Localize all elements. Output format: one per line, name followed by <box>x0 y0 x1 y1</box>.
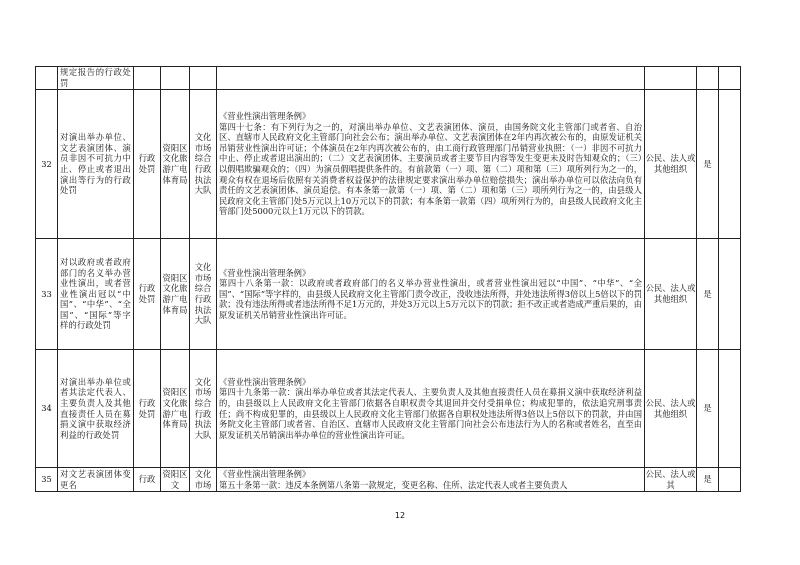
law-title: 《营业性演出管理条例》 <box>219 267 311 278</box>
basis-text: 第四十八条第一款：以政府或者政府部门的名义举办营业性演出，或者营业性演出冠以“中国”、“中华”、“全国”、“国际”等字样的，由县级人民政府文化主管部门责令改正，没收违法所得，并处违法所得3倍以上5倍以下的罚款；没有违法所得或者违法所得不足1万元的，并处3万元以上5万元以下的罚款；拒不改正或者造成严重后果的，由原发证机关吊销营业性演出许可证。 <box>219 278 642 320</box>
cell-type: 行政处罚 <box>134 239 161 350</box>
cell-flag: 是 <box>697 239 719 350</box>
cell-exec: 文化市场综合行政执法大队 <box>190 239 217 350</box>
basis-text: 第五十条第一款：违反本条例第八条第一款规定，变更名称、住所、法定代表人或者主要负责人 <box>219 479 568 490</box>
cell-flag: 是 <box>697 90 719 239</box>
cell-type: 行政处罚 <box>134 90 161 239</box>
cell-type: 行政处罚 <box>134 350 161 468</box>
cell-item: 对演出举办单位或者其法定代表人、主要负责人及其他直接责任人员在募捐义演中获取经济利益的行政处罚 <box>58 350 134 468</box>
cell-item: 规定报告的行政处罚 <box>58 67 134 90</box>
cell-blank <box>719 468 741 492</box>
basis-text: 第四十七条：有下列行为之一的，对演出举办单位、文艺表演团体、演员，由国务院文化主管部门或者省、自治区、直辖市人民政府文化主管部门向社会公布；演出举办单位、文艺表演团体在2年内再次被公布的，由原发证机关吊销营业性演出许可证；个体演员在2年内再次被公布的，由工商行政管理部门吊销营业执照：（一）非因不可抗力中止、停止或者退出演出的；（二）文艺表演团体、主要演员或者主要节目内容等发生变更未及时告知观众的；（三）以假唱欺骗观众的；（四）为演员假唱提供条件的。有前款第（一）项、第（二）项和第（三）项所列行为之一的，观众有权在退场后依照有关消费者权益保护的法律规定要求演出举办单位赔偿损失；演出举办单位可以依法向负有责任的文艺表演团体、演员追偿。有本条第一款第（一）项、第（二）项和第（三）项所列行为之一的，由县级人民政府文化主管部门处5万元以上10万元以下的罚款；有本条第一款第（四）项所列行为的，由县级人民政府文化主管部门处5000元以上1万元以下的罚款。 <box>219 121 642 217</box>
basis-text: 第四十九条第一款：演出举办单位或者其法定代表人、主要负责人及其他直接责任人员在募捐义演中获取经济利益的，由县级以上人民政府文化主管部门依据各自职权责令其退回并交付受捐单位；构成犯罪的，依法追究刑事责任；尚不构成犯罪的，由县级以上人民政府文化主管部门依据各自职权处违法所得3倍以上5倍以下的罚款，并由国务院文化主管部门或者省、自治区、直辖市人民政府文化主管部门向社会公布违法行为人的名称或者姓名，直至由原发证机关吊销演出举办单位的营业性演出许可证。 <box>219 387 642 440</box>
cell-type: 行政 <box>134 468 161 492</box>
cell-exec: 文化市场综合行政执法大队 <box>190 350 217 468</box>
cell-num: 33 <box>36 239 58 350</box>
table-row <box>36 239 741 350</box>
cell-subject: 公民、法人或其 <box>645 468 697 492</box>
cell-basis <box>217 468 645 492</box>
cell-dept: 资阳区文化旅游广电体育局 <box>161 90 190 239</box>
table-row-continued <box>36 67 741 90</box>
cell-num: 34 <box>36 350 58 468</box>
table-row <box>36 468 741 492</box>
cell-dept: 资阳区文 <box>161 468 190 492</box>
law-title: 《营业性演出管理条例》 <box>219 469 311 479</box>
cell-basis <box>217 239 645 350</box>
cell-num: 35 <box>36 468 58 492</box>
cell-num <box>36 67 58 90</box>
cell-item: 对演出举办单位、文艺表演团体、演员非因不可抗力中止、停止或者退出演出等行为的行政处罚 <box>58 90 134 239</box>
cell-num: 32 <box>36 90 58 239</box>
law-title: 《营业性演出管理条例》 <box>219 111 311 122</box>
cell-exec: 文化市场综合行政执法大队 <box>190 90 217 239</box>
cell-dept: 资阳区文化旅游广电体育局 <box>161 239 190 350</box>
cell-flag: 是 <box>697 468 719 492</box>
cell-item: 对文艺表演团体变更名 <box>58 468 134 492</box>
enforcement-table <box>35 66 741 492</box>
cell-item: 对以政府或者政府部门的名义举办营业性演出，或者营业性演出冠以“中国”、“中华”、“全国”、“国际”等字样的行政处罚 <box>58 239 134 350</box>
cell-dept: 资阳区文化旅游广电体育局 <box>161 350 190 468</box>
cell-subject: 公民、法人或其他组织 <box>645 90 697 239</box>
table-row <box>36 350 741 468</box>
cell-exec: 文化市场 <box>190 468 217 492</box>
page-number: 12 <box>394 511 406 520</box>
table-row <box>36 90 741 239</box>
cell-blank <box>719 90 741 239</box>
cell-subject: 公民、法人或其他组织 <box>645 350 697 468</box>
law-title: 《营业性演出管理条例》 <box>219 376 311 387</box>
cell-blank <box>719 350 741 468</box>
cell-basis <box>217 350 645 468</box>
cell-flag: 是 <box>697 350 719 468</box>
cell-basis <box>217 90 645 239</box>
cell-subject: 公民、法人或其他组织 <box>645 239 697 350</box>
cell-blank <box>719 239 741 350</box>
